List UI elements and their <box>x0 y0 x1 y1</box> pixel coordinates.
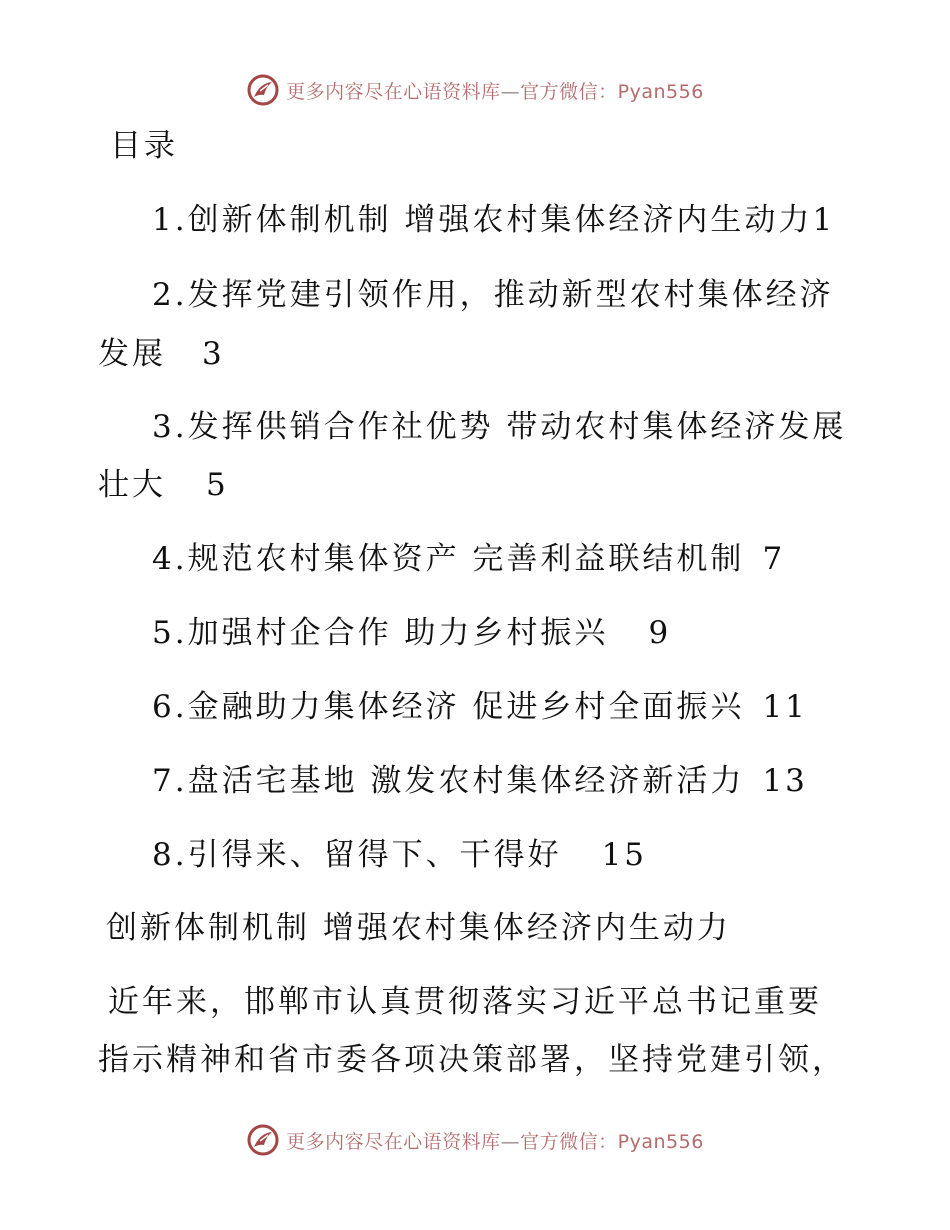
toc-item-6[interactable]: 6.金融助力集体经济 促进乡村全面振兴 11 <box>152 689 808 725</box>
article-paragraph-line-2: 指示精神和省市委各项决策部署，坚持党建引领， <box>98 1042 846 1078</box>
toc-item-8[interactable]: 8.引得来、留得下、干得好 15 <box>152 837 648 873</box>
toc-item-7[interactable]: 7.盘活宅基地 激发农村集体经济新活力 13 <box>152 763 808 799</box>
article-heading: 创新体制机制 增强农村集体经济内生动力 <box>106 910 731 946</box>
toc-item-3-continued[interactable]: 壮大 5 <box>98 467 229 503</box>
banner-text: 更多内容尽在心语资料库—官方微信：Pyan556 <box>286 1130 704 1153</box>
banner-text: 更多内容尽在心语资料库—官方微信：Pyan556 <box>286 80 704 103</box>
footer-banner <box>0 1118 950 1162</box>
logo-icon <box>246 1123 280 1157</box>
toc-item-2[interactable]: 2.发挥党建引领作用，推动新型农村集体经济 <box>152 277 834 313</box>
header-banner <box>0 68 950 112</box>
article-paragraph-line-1: 近年来，邯郸市认真贯彻落实习近平总书记重要 <box>108 984 822 1020</box>
toc-title: 目录 <box>110 128 178 164</box>
toc-item-2-continued[interactable]: 发展 3 <box>98 336 225 372</box>
logo-icon <box>246 73 280 107</box>
toc-item-3[interactable]: 3.发挥供销合作社优势 带动农村集体经济发展 <box>152 409 847 445</box>
toc-item-4[interactable]: 4.规范农村集体资产 完善利益联结机制 7 <box>152 541 786 577</box>
toc-item-1[interactable]: 1.创新体制机制 增强农村集体经济内生动力1 <box>152 202 836 238</box>
toc-item-5[interactable]: 5.加强村企合作 助力乡村振兴 9 <box>152 615 672 651</box>
